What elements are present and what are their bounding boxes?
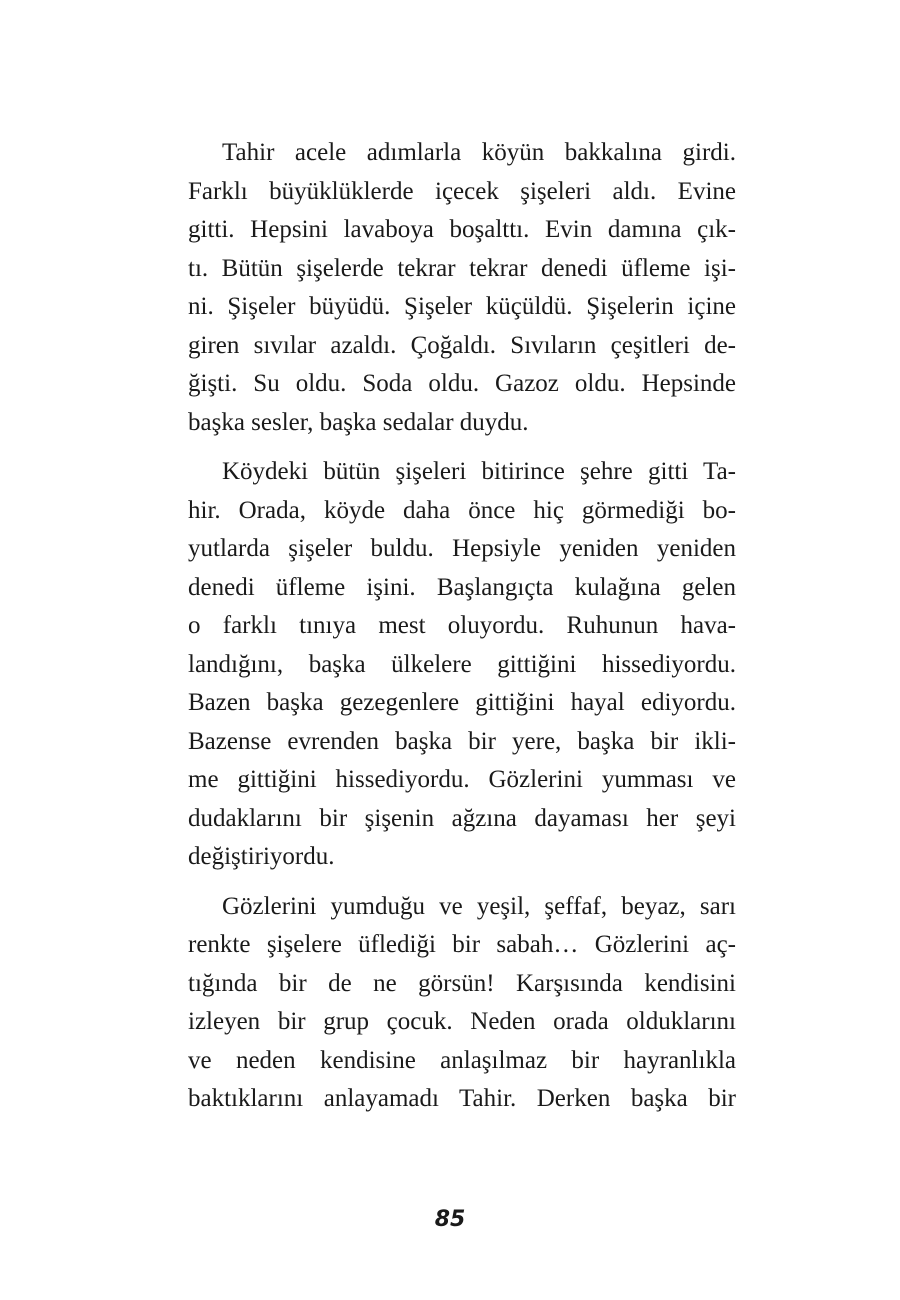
text-line: ve neden kendisine anlaşılmaz bir hayranlıkla	[188, 1046, 736, 1074]
text-line: renkte şişelere üflediği bir sabah… Gözlerini aç-	[188, 931, 736, 958]
text-line: ni. Şişeler büyüdü. Şişeler küçüldü. Şişelerin içine	[188, 293, 736, 320]
text-line: değiştiriyordu.	[188, 843, 335, 870]
text-line: Farklı büyüklüklerde içecek şişeleri aldı. Evine	[188, 177, 736, 205]
text-line: Bazense evrenden başka bir yere, başka bir ikli-	[188, 727, 736, 755]
text-line: izleyen bir grup çocuk. Neden orada olduklarını	[188, 1008, 736, 1035]
text-line: o farklı tınıya mest oluyordu. Ruhunun hava-	[188, 612, 736, 639]
paragraph-gap	[188, 442, 736, 453]
paragraph-2	[188, 453, 736, 877]
text-line: Köydeki bütün şişeleri bitirince şehre gitti Ta-	[222, 458, 736, 485]
text-line: dudaklarını bir şişenin ağzına dayaması her şeyi	[188, 804, 736, 832]
text-line: Tahir acele adımlarla köyün bakkalına girdi.	[222, 139, 736, 166]
paragraph-1	[188, 134, 736, 442]
paragraph-gap	[188, 877, 736, 888]
text-line: me gittiğini hissediyordu. Gözlerini yumması ve	[188, 766, 736, 793]
text-line: denedi üfleme işini. Başlangıçta kulağına gelen	[188, 573, 736, 601]
text-line: ğişti. Su oldu. Soda oldu. Gazoz oldu. Hepsinde	[188, 370, 736, 397]
text-line: yutlarda şişeler buldu. Hepsiyle yeniden yeniden	[188, 535, 736, 562]
text-line: tığında bir de ne görsün! Karşısında kendisini	[188, 969, 736, 997]
text-line: hir. Orada, köyde daha önce hiç görmediği bo-	[188, 496, 736, 524]
text-line: tı. Bütün şişelerde tekrar tekrar denedi üfleme işi-	[188, 254, 736, 282]
text-line: gitti. Hepsini lavaboya boşalttı. Evin damına çık-	[188, 216, 736, 243]
text-line: landığını, başka ülkelere gittiğini hissediyordu.	[188, 650, 736, 678]
body-text	[188, 134, 736, 1119]
text-line: baktıklarını anlayamadı Tahir. Derken başka bir	[188, 1085, 736, 1112]
paragraph-3	[188, 888, 736, 1119]
text-line: giren sıvılar azaldı. Çoğaldı. Sıvıların çeşitleri de-	[188, 331, 736, 359]
text-line: Bazen başka gezegenlere gittiğini hayal ediyordu.	[188, 689, 736, 716]
text-line: başka sesler, başka sedalar duydu.	[188, 408, 529, 436]
text-line: Gözlerini yumduğu ve yeşil, şeffaf, beyaz, sarı	[222, 892, 736, 920]
page-number: 85	[434, 1207, 466, 1232]
